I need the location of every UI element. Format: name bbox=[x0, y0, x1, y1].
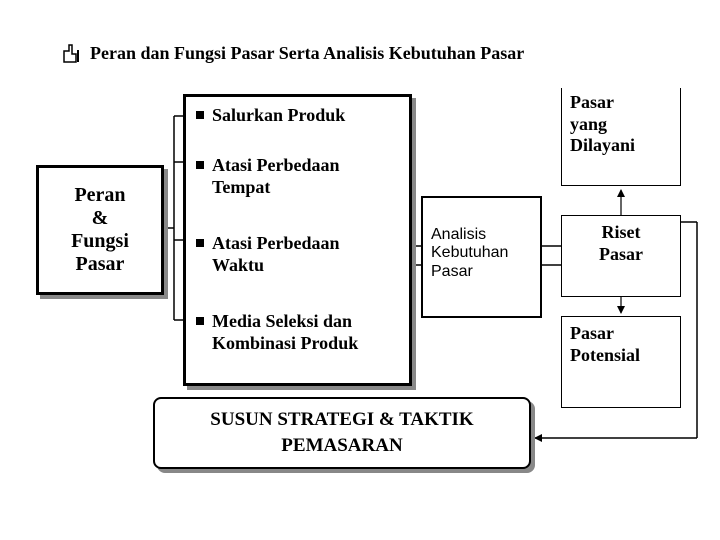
function-line: Salurkan Produk bbox=[212, 105, 346, 125]
square-bullet-icon bbox=[196, 161, 204, 169]
function-item bbox=[196, 233, 340, 276]
peran-line-3: Fungsi bbox=[71, 230, 129, 252]
riset-pasar-box bbox=[561, 215, 681, 297]
analisis-line-3: Pasar bbox=[431, 262, 473, 280]
pasar-potensial-line-1: Pasar bbox=[570, 323, 614, 343]
function-line: Media Seleksi dan bbox=[212, 311, 353, 331]
peran-line-4: Pasar bbox=[75, 253, 125, 275]
pasar-dilayani-box bbox=[561, 88, 681, 186]
pasar-dilayani-line-3: Dilayani bbox=[570, 135, 636, 156]
strategi-line-1: SUSUN STRATEGI & TAKTIK bbox=[210, 409, 474, 430]
square-bullet-icon bbox=[196, 111, 204, 119]
function-line: Atasi Perbedaan bbox=[212, 233, 340, 253]
function-item bbox=[196, 311, 358, 354]
functions-list-box bbox=[183, 94, 412, 386]
function-item bbox=[196, 155, 340, 198]
riset-line-2: Pasar bbox=[599, 243, 643, 264]
function-line: Tempat bbox=[212, 176, 271, 197]
riset-line-1: Riset bbox=[601, 222, 641, 242]
function-line: Atasi Perbedaan bbox=[212, 155, 340, 175]
function-line: Waktu bbox=[212, 254, 265, 275]
square-bullet-icon bbox=[196, 317, 204, 325]
strategi-taktik-box bbox=[153, 397, 531, 469]
pasar-dilayani-line-2: yang bbox=[570, 113, 608, 134]
pasar-potensial-line-2: Potensial bbox=[570, 344, 640, 365]
peran-fungsi-box bbox=[36, 165, 164, 295]
pasar-dilayani-line-1: Pasar bbox=[570, 92, 614, 112]
peran-line-2: & bbox=[91, 207, 109, 229]
title-text: Peran dan Fungsi Pasar Serta Analisis Kebutuhan Pasar bbox=[90, 42, 525, 63]
function-line: Kombinasi Produk bbox=[212, 332, 359, 353]
analisis-line-1: Analisis bbox=[431, 226, 487, 243]
function-item bbox=[196, 105, 345, 127]
strategi-line-2: PEMASARAN bbox=[281, 434, 403, 456]
square-bullet-icon bbox=[196, 239, 204, 247]
analisis-kebutuhan-box bbox=[421, 196, 542, 318]
analisis-line-2: Kebutuhan bbox=[431, 244, 509, 262]
pasar-potensial-box bbox=[561, 316, 681, 408]
peran-line-1: Peran bbox=[74, 184, 126, 206]
